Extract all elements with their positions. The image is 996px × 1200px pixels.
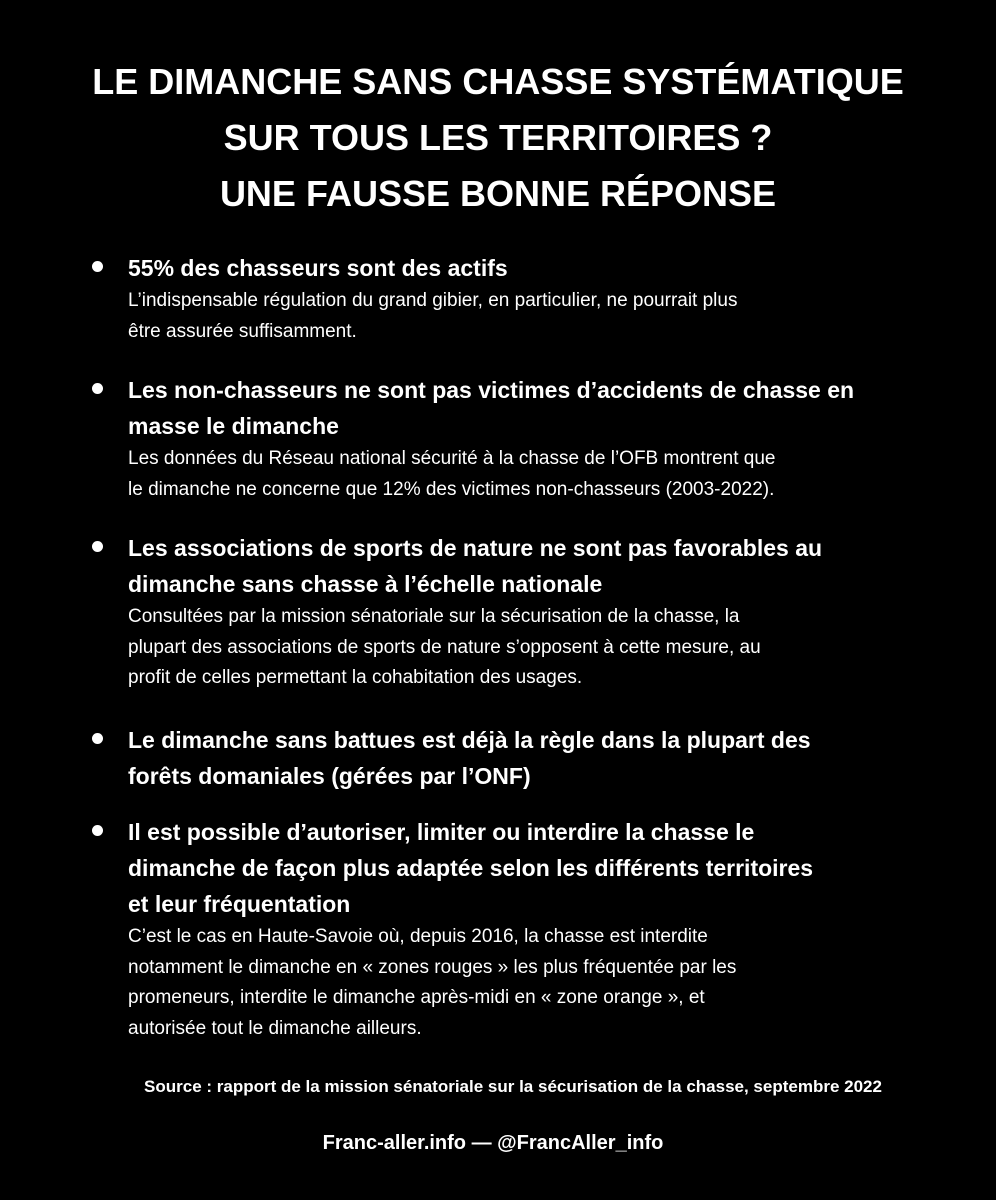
body-line: profit de celles permettant la cohabitation des usages. — [128, 667, 583, 688]
heading-line: dimanche sans chasse à l’échelle nationale — [128, 571, 603, 597]
heading-line: Les non-chasseurs ne sont pas victimes d’accidents de chasse en — [128, 377, 855, 403]
title-line-1: LE DIMANCHE SANS CHASSE SYSTÉMATIQUE — [92, 61, 904, 102]
item-body — [128, 286, 737, 347]
heading-line: 55% des chasseurs sont des actifs — [128, 255, 508, 281]
list-item — [84, 814, 813, 1044]
list-item — [84, 530, 822, 694]
list-item — [84, 722, 811, 794]
item-body — [128, 444, 854, 505]
page-title — [0, 54, 996, 222]
item-body — [128, 602, 822, 694]
body-line: le dimanche ne concerne que 12% des victimes non-chasseurs (2003-2022). — [128, 478, 775, 500]
body-line: promeneurs, interdite le dimanche après-midi en « zone orange », et — [128, 987, 705, 1008]
list-item — [84, 250, 737, 347]
heading-line: forêts domaniales (gérées par l’ONF) — [128, 763, 531, 789]
bullet-icon — [92, 825, 103, 836]
body-line: être assurée suffisamment. — [128, 320, 357, 342]
source-citation: Source : rapport de la mission sénatoriale sur la sécurisation de la chasse, septembre 2022 — [144, 1077, 882, 1096]
bullet-icon — [92, 733, 103, 744]
body-line: plupart des associations de sports de nature s’opposent à cette mesure, au — [128, 636, 761, 658]
item-heading — [128, 530, 822, 602]
heading-line: Il est possible d’autoriser, limiter ou interdire la chasse le — [128, 819, 755, 845]
title-line-2: SUR TOUS LES TERRITOIRES ? — [223, 117, 773, 158]
body-line: Les données du Réseau national sécurité à la chasse de l’OFB montrent que — [128, 448, 776, 469]
body-line: C’est le cas en Haute-Savoie où, depuis 2016, la chasse est interdite — [128, 926, 708, 947]
item-body — [128, 922, 813, 1044]
body-line: Consultées par la mission sénatoriale sur la sécurisation de la chasse, la — [128, 606, 740, 627]
list-item — [84, 372, 854, 505]
bullet-icon — [92, 261, 103, 272]
footer-credit: Franc-aller.info — @FrancAller_info — [322, 1132, 664, 1154]
bullet-icon — [92, 541, 103, 552]
heading-line: masse le dimanche — [128, 413, 339, 439]
item-heading — [128, 250, 737, 286]
heading-line: et leur fréquentation — [128, 891, 351, 917]
bullet-icon — [92, 383, 103, 394]
item-heading — [128, 372, 854, 444]
item-heading — [128, 722, 811, 794]
body-line: autorisée tout le dimanche ailleurs. — [128, 1017, 422, 1039]
item-heading — [128, 814, 813, 922]
title-line-3: UNE FAUSSE BONNE RÉPONSE — [219, 173, 777, 214]
heading-line: Le dimanche sans battues est déjà la règle dans la plupart des — [128, 727, 811, 753]
heading-line: dimanche de façon plus adaptée selon les différents territoires — [128, 855, 814, 881]
heading-line: Les associations de sports de nature ne sont pas favorables au — [128, 535, 823, 561]
body-line: L’indispensable régulation du grand gibier, en particulier, ne pourrait plus — [128, 290, 738, 311]
body-line: notamment le dimanche en « zones rouges » les plus fréquentée par les — [128, 956, 737, 978]
